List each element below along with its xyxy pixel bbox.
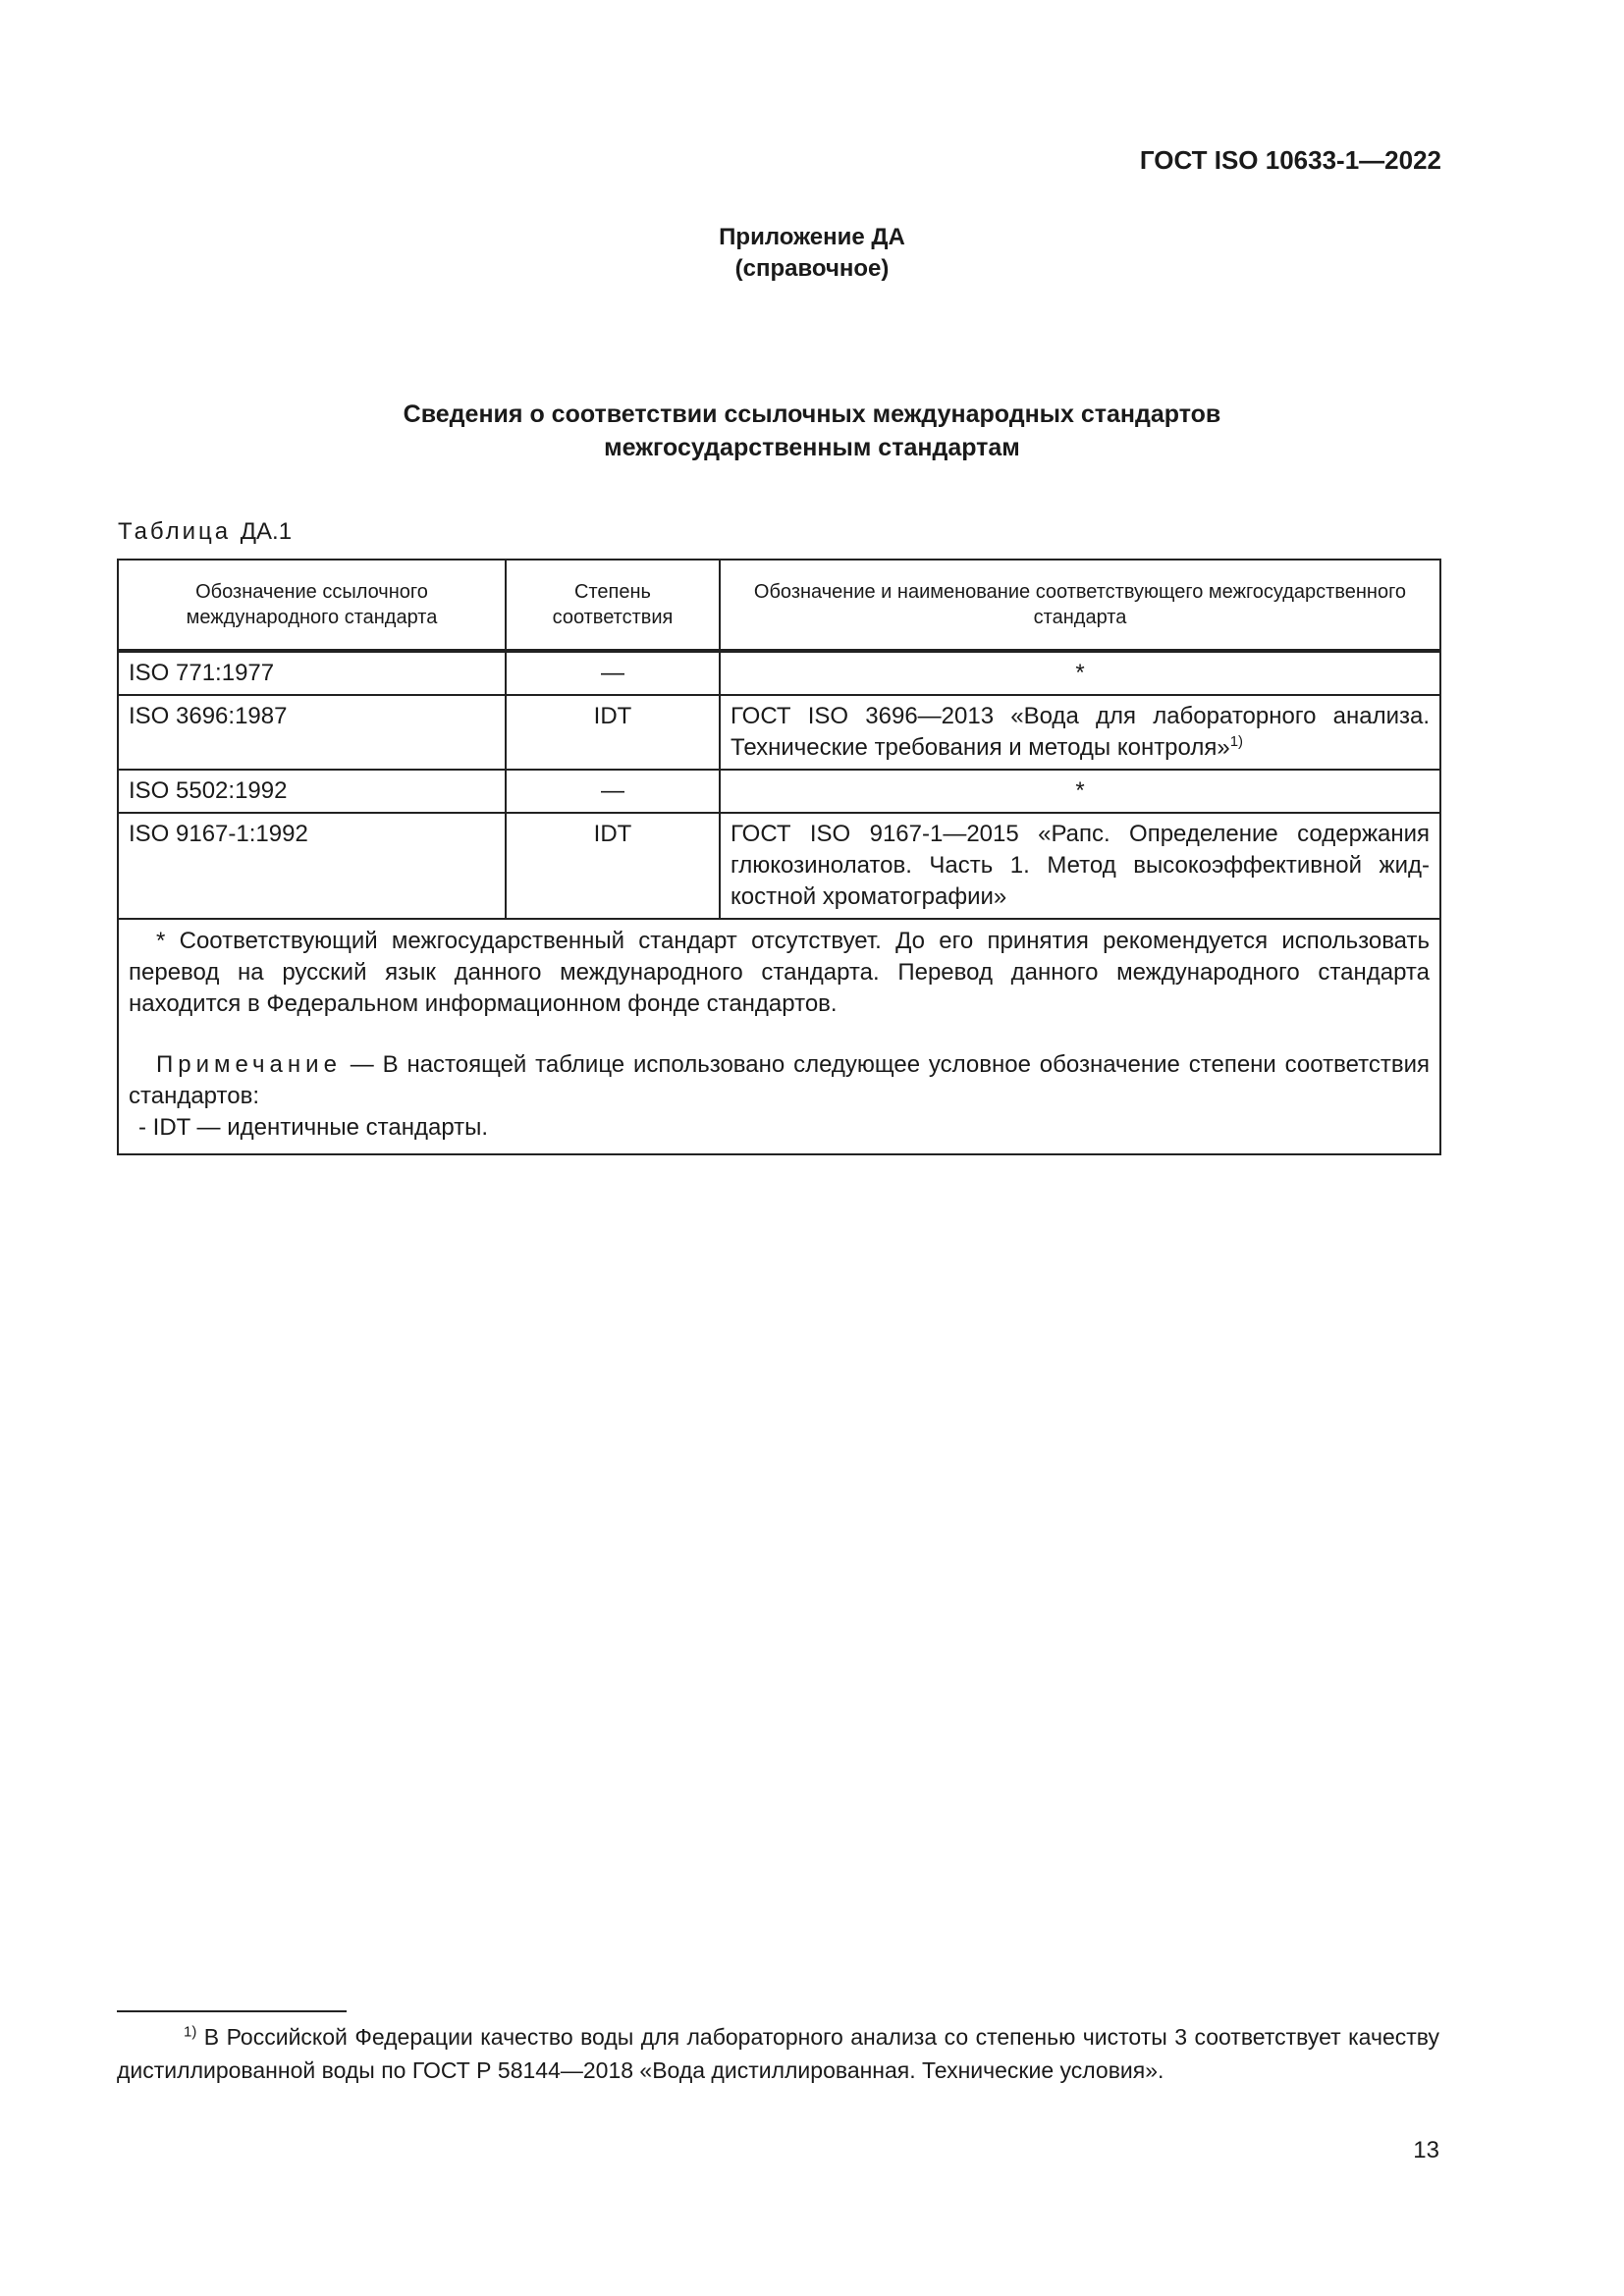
table-header-row <box>118 560 1440 651</box>
cell-degree: IDT <box>506 813 720 919</box>
cell-intl: ISO 3696:1987 <box>118 695 506 770</box>
table-footer <box>118 919 1440 1154</box>
table-label <box>118 518 292 546</box>
footnote-marker: 1) <box>184 2023 197 2041</box>
annex-heading <box>0 222 1624 285</box>
cell-interstate <box>720 695 1440 770</box>
header-degree: Степень соответствия <box>506 560 720 651</box>
star-explanation: * Соответствующий межгосударственный стандарт отсутствует. До его принятия рекомендуется использовать перевод на русский язык данного международного стандарта. Перевод данного международного стандарта находится в Федеральном информационном фонде стандартов. <box>129 928 1430 1017</box>
header-interstate-standard: Обозначение и наименование соответствующего межгосударственного стандарта <box>720 560 1440 651</box>
cell-interstate: * <box>720 770 1440 813</box>
cell-degree: — <box>506 651 720 695</box>
note-item: - IDT — идентичные стандарты. <box>138 1114 489 1141</box>
table-row <box>118 695 1440 770</box>
table-row <box>118 651 1440 695</box>
correspondence-table <box>117 559 1441 1155</box>
note-title: Примечание <box>156 1051 342 1078</box>
footnote-text: В Российской Федерации качество воды для лабораторного анализа со степенью чистоты 3 соответствует качеству дистиллированной воды по ГОСТ Р 58144—2018 «Вода дистиллированная. Технические условия». <box>117 2024 1439 2083</box>
cell-interstate-text: ГОСТ ISO 3696—2013 «Вода для лабораторного анализа. Технические требования и методы контроля» <box>731 703 1430 761</box>
document-code: ГОСТ ISO 10633-1—2022 <box>1139 145 1441 175</box>
table-note <box>129 1049 1430 1112</box>
table-label-number: ДА.1 <box>240 518 293 545</box>
footnote <box>117 2020 1439 2087</box>
cell-intl: ISO 9167-1:1992 <box>118 813 506 919</box>
cell-degree: IDT <box>506 695 720 770</box>
annex-title <box>0 398 1624 464</box>
footnote-separator <box>117 2010 347 2012</box>
header-international-standard: Обозначение ссылочного международного стандарта <box>118 560 506 651</box>
cell-intl: ISO 771:1977 <box>118 651 506 695</box>
annex-title-line-2: межгосударственным стандартам <box>604 434 1020 461</box>
page-number: 13 <box>1413 2137 1439 2163</box>
cell-degree: — <box>506 770 720 813</box>
annex-number: Приложение ДА <box>719 224 905 250</box>
cell-interstate: ГОСТ ISO 9167-1—2015 «Рапс. Определение содержания глюкозинолатов. Часть 1. Метод высокоэффективной жидкостной хроматографии» <box>720 813 1440 919</box>
cell-interstate: * <box>720 651 1440 695</box>
footnote-reference: 1) <box>1229 733 1244 750</box>
annex-status: (справочное) <box>734 255 890 282</box>
cell-intl: ISO 5502:1992 <box>118 770 506 813</box>
table-row <box>118 813 1440 919</box>
table-label-word: Таблица <box>118 518 232 545</box>
table-row <box>118 770 1440 813</box>
annex-title-line-1: Сведения о соответствии ссылочных международных стандартов <box>403 400 1221 428</box>
note-text: — В настоящей таблице использовано следующее условное обозначение степени соответствия стандартов: <box>129 1051 1430 1109</box>
table-footer-row <box>118 919 1440 1154</box>
